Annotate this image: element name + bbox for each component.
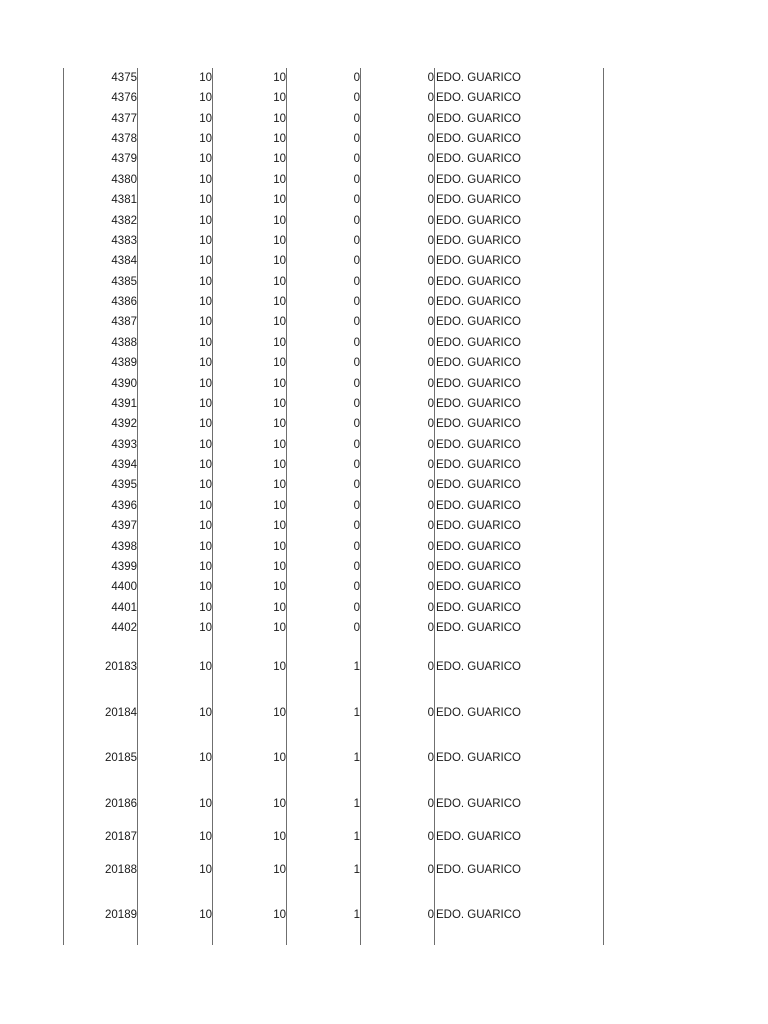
state-cell: EDO. GUARICO: [436, 479, 521, 492]
col2-cell: 10: [199, 752, 212, 764]
state-cell: EDO. GUARICO: [436, 621, 521, 634]
col3-cell: 10: [273, 479, 286, 492]
id-cell: 4390: [111, 377, 137, 390]
col3-cell: 10: [273, 194, 286, 207]
col4-cell: 0: [353, 499, 360, 512]
id-cell: 20185: [105, 752, 137, 764]
col2-cell: 10: [199, 560, 212, 573]
col2-cell: 10: [199, 798, 212, 810]
table-row: [0, 537, 768, 557]
table-row: [0, 333, 768, 353]
col4-cell: 0: [353, 112, 360, 125]
col2-cell: 10: [199, 296, 212, 309]
col3-cell: 10: [273, 153, 286, 166]
table-row: [0, 496, 768, 516]
state-cell: EDO. GUARICO: [436, 234, 521, 247]
table-row: [0, 598, 768, 618]
col5-cell: 0: [427, 153, 434, 166]
col5-cell: 0: [427, 752, 434, 764]
id-cell: 4387: [111, 316, 137, 329]
state-cell: EDO. GUARICO: [436, 194, 521, 207]
col4-cell: 0: [353, 173, 360, 186]
col3-cell: 10: [273, 255, 286, 268]
col4-cell: 0: [353, 296, 360, 309]
col4-cell: 0: [353, 601, 360, 614]
col2-cell: 10: [199, 459, 212, 472]
col2-cell: 10: [199, 520, 212, 533]
col5-cell: 0: [427, 540, 434, 553]
state-cell: EDO. GUARICO: [436, 752, 521, 764]
id-cell: 4378: [111, 133, 137, 146]
state-cell: EDO. GUARICO: [436, 520, 521, 533]
id-cell: 4392: [111, 418, 137, 431]
id-cell: 4402: [111, 621, 137, 634]
col2-cell: 10: [199, 601, 212, 614]
id-cell: 20189: [105, 909, 137, 921]
col5-cell: 0: [427, 864, 434, 876]
col3-cell: 10: [273, 112, 286, 125]
col2-cell: 10: [199, 397, 212, 410]
col2-cell: 10: [199, 377, 212, 390]
id-cell: 4377: [111, 112, 137, 125]
col4-cell: 0: [353, 194, 360, 207]
state-cell: EDO. GUARICO: [436, 316, 521, 329]
col4-cell: 0: [353, 418, 360, 431]
table-row: [0, 149, 768, 169]
id-cell: 4376: [111, 92, 137, 105]
col5-cell: 0: [427, 112, 434, 125]
col4-cell: 0: [353, 357, 360, 370]
col4-cell: 0: [353, 459, 360, 472]
state-cell: EDO. GUARICO: [436, 418, 521, 431]
col4-cell: 1: [353, 707, 360, 719]
state-cell: EDO. GUARICO: [436, 377, 521, 390]
state-cell: EDO. GUARICO: [436, 255, 521, 268]
state-cell: EDO. GUARICO: [436, 499, 521, 512]
table-row: [0, 129, 768, 149]
col4-cell: 0: [353, 581, 360, 594]
col2-cell: 10: [199, 72, 212, 84]
id-cell: 4385: [111, 275, 137, 288]
id-cell: 4398: [111, 540, 137, 553]
col4-cell: 0: [353, 275, 360, 288]
table-row: [0, 394, 768, 414]
col4-cell: 0: [353, 438, 360, 451]
col3-cell: 10: [273, 275, 286, 288]
id-cell: 4391: [111, 397, 137, 410]
table-row: [0, 109, 768, 129]
col4-cell: 0: [353, 316, 360, 329]
id-cell: 4375: [111, 72, 137, 84]
col3-cell: 10: [273, 661, 286, 673]
state-cell: EDO. GUARICO: [436, 214, 521, 227]
col4-cell: 1: [353, 831, 360, 843]
col4-cell: 0: [353, 520, 360, 533]
col3-cell: 10: [273, 864, 286, 876]
state-cell: EDO. GUARICO: [436, 661, 521, 673]
id-cell: 4396: [111, 499, 137, 512]
table-row: [0, 827, 768, 847]
col2-cell: 10: [199, 214, 212, 227]
col5-cell: 0: [427, 798, 434, 810]
col5-cell: 0: [427, 831, 434, 843]
state-cell: EDO. GUARICO: [436, 296, 521, 309]
col5-cell: 0: [427, 909, 434, 921]
col4-cell: 0: [353, 255, 360, 268]
col3-cell: 10: [273, 397, 286, 410]
state-cell: EDO. GUARICO: [436, 153, 521, 166]
table-row: [0, 455, 768, 475]
col3-cell: 10: [273, 377, 286, 390]
col5-cell: 0: [427, 397, 434, 410]
id-cell: 4379: [111, 153, 137, 166]
state-cell: EDO. GUARICO: [436, 438, 521, 451]
table-row: [0, 68, 768, 88]
state-cell: EDO. GUARICO: [436, 397, 521, 410]
col5-cell: 0: [427, 581, 434, 594]
table-row: [0, 435, 768, 455]
col4-cell: 1: [353, 909, 360, 921]
col4-cell: 0: [353, 234, 360, 247]
col5-cell: 0: [427, 133, 434, 146]
table-row: [0, 353, 768, 373]
col2-cell: 10: [199, 133, 212, 146]
col2-cell: 10: [199, 540, 212, 553]
col2-cell: 10: [199, 581, 212, 594]
col5-cell: 0: [427, 601, 434, 614]
id-cell: 4386: [111, 296, 137, 309]
col2-cell: 10: [199, 707, 212, 719]
col5-cell: 0: [427, 520, 434, 533]
id-cell: 4389: [111, 357, 137, 370]
state-cell: EDO. GUARICO: [436, 909, 521, 921]
table-row: [0, 292, 768, 312]
state-cell: EDO. GUARICO: [436, 864, 521, 876]
col3-cell: 10: [273, 72, 286, 84]
table-row: [0, 272, 768, 292]
table-row: [0, 657, 768, 677]
col3-cell: 10: [273, 560, 286, 573]
id-cell: 20183: [105, 661, 137, 673]
col5-cell: 0: [427, 255, 434, 268]
id-cell: 4380: [111, 173, 137, 186]
col4-cell: 0: [353, 621, 360, 634]
col4-cell: 0: [353, 377, 360, 390]
state-cell: EDO. GUARICO: [436, 173, 521, 186]
id-cell: 4394: [111, 459, 137, 472]
col2-cell: 10: [199, 418, 212, 431]
state-cell: EDO. GUARICO: [436, 560, 521, 573]
col5-cell: 0: [427, 479, 434, 492]
col3-cell: 10: [273, 296, 286, 309]
state-cell: EDO. GUARICO: [436, 601, 521, 614]
id-cell: 4401: [111, 601, 137, 614]
col5-cell: 0: [427, 357, 434, 370]
id-cell: 4388: [111, 336, 137, 349]
col3-cell: 10: [273, 438, 286, 451]
col5-cell: 0: [427, 234, 434, 247]
col2-cell: 10: [199, 173, 212, 186]
table-row: [0, 475, 768, 495]
col3-cell: 10: [273, 336, 286, 349]
col3-cell: 10: [273, 499, 286, 512]
state-cell: EDO. GUARICO: [436, 581, 521, 594]
state-cell: EDO. GUARICO: [436, 336, 521, 349]
col2-cell: 10: [199, 621, 212, 634]
id-cell: 4397: [111, 520, 137, 533]
state-cell: EDO. GUARICO: [436, 72, 521, 84]
col2-cell: 10: [199, 255, 212, 268]
table-row: [0, 374, 768, 394]
col5-cell: 0: [427, 621, 434, 634]
col5-cell: 0: [427, 377, 434, 390]
col3-cell: 10: [273, 234, 286, 247]
col3-cell: 10: [273, 581, 286, 594]
state-cell: EDO. GUARICO: [436, 112, 521, 125]
col5-cell: 0: [427, 92, 434, 105]
col4-cell: 0: [353, 479, 360, 492]
col4-cell: 0: [353, 214, 360, 227]
id-cell: 20187: [105, 831, 137, 843]
col5-cell: 0: [427, 173, 434, 186]
table-row: [0, 170, 768, 190]
table-row: [0, 860, 768, 880]
state-cell: EDO. GUARICO: [436, 798, 521, 810]
col4-cell: 0: [353, 397, 360, 410]
col5-cell: 0: [427, 499, 434, 512]
col3-cell: 10: [273, 621, 286, 634]
table-row: [0, 211, 768, 231]
col5-cell: 0: [427, 418, 434, 431]
id-cell: 4383: [111, 234, 137, 247]
col2-cell: 10: [199, 336, 212, 349]
id-cell: 4381: [111, 194, 137, 207]
col3-cell: 10: [273, 357, 286, 370]
id-cell: 4400: [111, 581, 137, 594]
col4-cell: 0: [353, 336, 360, 349]
id-cell: 4382: [111, 214, 137, 227]
col5-cell: 0: [427, 214, 434, 227]
id-cell: 4395: [111, 479, 137, 492]
state-cell: EDO. GUARICO: [436, 831, 521, 843]
table-row: [0, 251, 768, 271]
col5-cell: 0: [427, 661, 434, 673]
col3-cell: 10: [273, 909, 286, 921]
col5-cell: 0: [427, 275, 434, 288]
table-row: [0, 794, 768, 814]
col2-cell: 10: [199, 275, 212, 288]
col3-cell: 10: [273, 316, 286, 329]
col3-cell: 10: [273, 540, 286, 553]
col2-cell: 10: [199, 234, 212, 247]
col2-cell: 10: [199, 316, 212, 329]
col3-cell: 10: [273, 601, 286, 614]
col5-cell: 0: [427, 459, 434, 472]
col3-cell: 10: [273, 831, 286, 843]
id-cell: 4393: [111, 438, 137, 451]
col5-cell: 0: [427, 194, 434, 207]
col3-cell: 10: [273, 418, 286, 431]
col5-cell: 0: [427, 560, 434, 573]
col3-cell: 10: [273, 214, 286, 227]
table-row: [0, 703, 768, 723]
col5-cell: 0: [427, 438, 434, 451]
table-row: [0, 557, 768, 577]
table-row: [0, 190, 768, 210]
col4-cell: 1: [353, 752, 360, 764]
col5-cell: 0: [427, 316, 434, 329]
col3-cell: 10: [273, 92, 286, 105]
col3-cell: 10: [273, 173, 286, 186]
table-row: [0, 748, 768, 768]
col2-cell: 10: [199, 864, 212, 876]
col3-cell: 10: [273, 798, 286, 810]
id-cell: 20186: [105, 798, 137, 810]
col4-cell: 1: [353, 798, 360, 810]
col4-cell: 0: [353, 560, 360, 573]
id-cell: 20184: [105, 707, 137, 719]
col4-cell: 1: [353, 864, 360, 876]
col2-cell: 10: [199, 479, 212, 492]
col2-cell: 10: [199, 92, 212, 105]
col2-cell: 10: [199, 112, 212, 125]
state-cell: EDO. GUARICO: [436, 92, 521, 105]
id-cell: 20188: [105, 864, 137, 876]
table-row: [0, 577, 768, 597]
col5-cell: 0: [427, 296, 434, 309]
col2-cell: 10: [199, 909, 212, 921]
id-cell: 4384: [111, 255, 137, 268]
col2-cell: 10: [199, 357, 212, 370]
state-cell: EDO. GUARICO: [436, 459, 521, 472]
col4-cell: 0: [353, 153, 360, 166]
table-row: [0, 905, 768, 925]
col2-cell: 10: [199, 661, 212, 673]
col5-cell: 0: [427, 707, 434, 719]
col3-cell: 10: [273, 707, 286, 719]
table-row: [0, 231, 768, 251]
col2-cell: 10: [199, 831, 212, 843]
state-cell: EDO. GUARICO: [436, 357, 521, 370]
col3-cell: 10: [273, 459, 286, 472]
table-row: [0, 312, 768, 332]
state-cell: EDO. GUARICO: [436, 540, 521, 553]
col3-cell: 10: [273, 752, 286, 764]
col3-cell: 10: [273, 133, 286, 146]
col5-cell: 0: [427, 72, 434, 84]
col4-cell: 0: [353, 72, 360, 84]
state-cell: EDO. GUARICO: [436, 707, 521, 719]
id-cell: 4399: [111, 560, 137, 573]
col5-cell: 0: [427, 336, 434, 349]
col3-cell: 10: [273, 520, 286, 533]
col2-cell: 10: [199, 153, 212, 166]
table-row: [0, 414, 768, 434]
col4-cell: 1: [353, 661, 360, 673]
col2-cell: 10: [199, 438, 212, 451]
table-row: [0, 88, 768, 108]
state-cell: EDO. GUARICO: [436, 133, 521, 146]
col4-cell: 0: [353, 540, 360, 553]
col4-cell: 0: [353, 133, 360, 146]
col2-cell: 10: [199, 194, 212, 207]
table-row: [0, 618, 768, 638]
col2-cell: 10: [199, 499, 212, 512]
table-row: [0, 516, 768, 536]
col4-cell: 0: [353, 92, 360, 105]
state-cell: EDO. GUARICO: [436, 275, 521, 288]
